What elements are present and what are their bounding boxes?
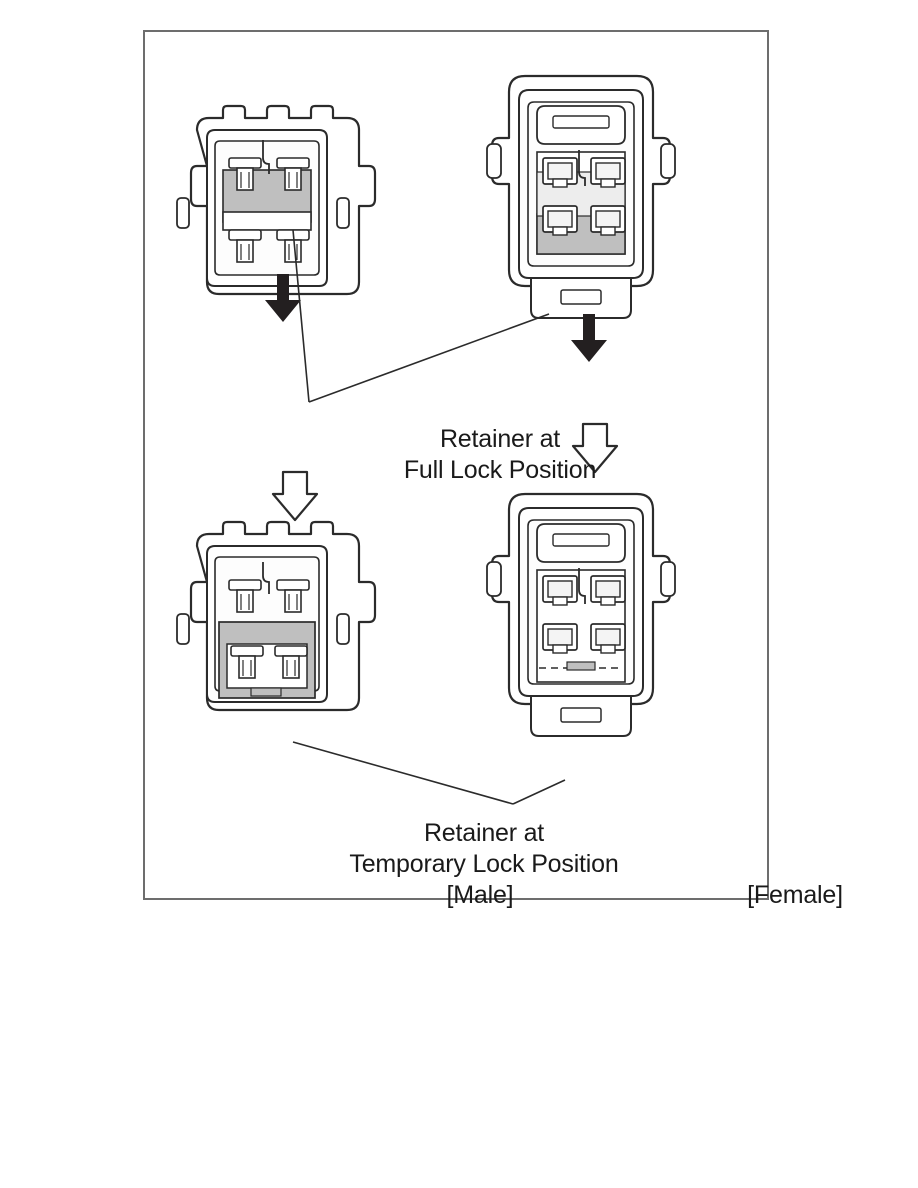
terminal-lower-right [591, 206, 625, 235]
terminal-lower-left [543, 206, 577, 235]
terminal-lower-right [591, 624, 625, 653]
caption-line-1: Retainer at [439, 425, 561, 453]
caption-male: [Male] [446, 881, 514, 909]
caption-line-2: Full Lock Position [403, 456, 597, 484]
female-push-arrow [571, 314, 607, 362]
connector-female-temporary-lock [487, 494, 675, 736]
caption-line-1: Retainer at [423, 819, 545, 847]
connector-female-full-lock [487, 76, 675, 318]
terminal-upper-left [543, 576, 577, 605]
caption-retainer-temporary-lock [302, 818, 666, 880]
connector-male-temporary-lock [177, 522, 375, 710]
male-transition-arrow [273, 472, 317, 520]
connector-male-full-lock [177, 106, 375, 294]
leader-temporary-lock [293, 742, 565, 804]
terminal-lower-left [543, 624, 577, 653]
caption-line-2: Temporary Lock Position [349, 850, 619, 878]
figure-frame [143, 30, 843, 909]
figure-inner [145, 32, 843, 909]
caption-female: [Female] [747, 881, 843, 909]
terminal-upper-left [543, 158, 577, 187]
terminal-upper-right [591, 576, 625, 605]
caption-retainer-full-lock [370, 424, 630, 486]
retainer-temporary-lock-male [219, 622, 315, 698]
terminal-upper-right [591, 158, 625, 187]
